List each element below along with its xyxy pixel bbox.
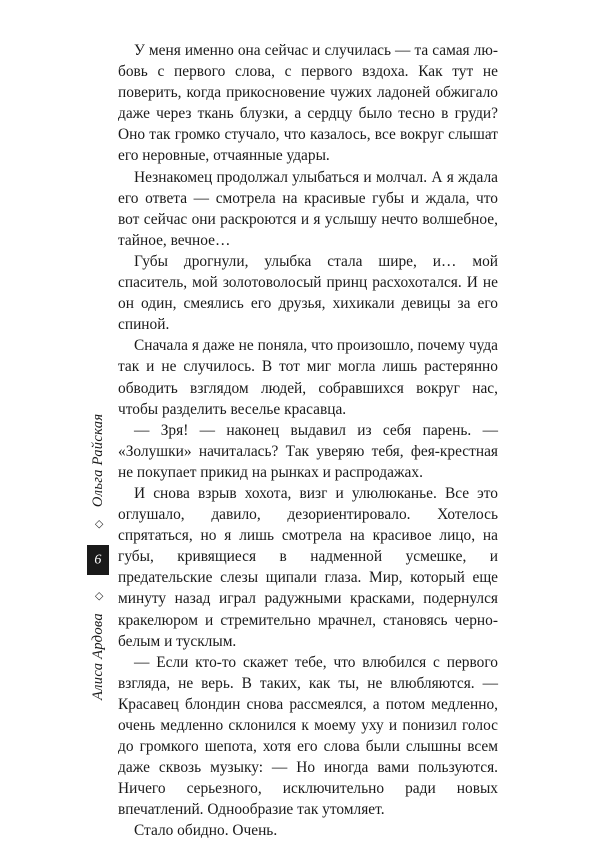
page-number: 6 [94, 552, 102, 568]
paragraph: Незнакомец продолжал улыбаться и молчал. А я ждала его ответа — смотрела на красивые губы и ждала, что вот сейчас они раскроются и я услышу нечто волшебное, тайное, вечное… [118, 168, 498, 249]
author-first: Алиса Ардова [89, 613, 106, 700]
author-second: Ольга Райская [89, 413, 106, 508]
paragraph: — Зря! — наконец выдавил из себя парень. — «Золушки» начиталась? Так уверяю тебя, фея-крестная не покупает прикид на рынках и распродажах. [118, 421, 498, 481]
paragraph: И снова взрыв хохота, визг и улюлюканье. Все это оглушало, давило, дезориентировало. Хотелось спрятаться, но я лишь смотрела на красивое лицо, на губы, кривящиеся в надменной усмешке, и предательские слезы щипали глаза. Мир, который еще минуту назад играл радужными красками, подернулся кракелюром и стремительно мрачнел, становясь черно-белым и тусклым. [118, 484, 498, 650]
ornament-right-icon: ◇ [92, 519, 105, 529]
paragraph: Губы дрогнули, улыбка стала шире, и… мой спаситель, мой золотоволосый принц расхохотался. И не он один, смеялись его друзья, хихикали девицы за его спиной. [118, 252, 498, 334]
running-head [58, 140, 106, 700]
running-head-rotated [78, 140, 118, 700]
paragraph: Сначала я даже не поняла, что произошло, почему чуда так и не случилось. В тот миг могла лишь растерянно обводить взглядом людей, собравшихся вокруг нас, чтобы разделить веселье красавца. [118, 337, 498, 418]
body-text [118, 40, 498, 842]
paragraph: Стало обидно. Очень. [134, 822, 278, 840]
ornament-left-icon: ◇ [92, 591, 105, 601]
page-number-box [87, 545, 109, 575]
paragraph: — Если кто-то скажет тебе, что влюбился с первого взгляда, не верь. В таких, как ты, не влюбляются. — Красавец блондин снова рассмеялся, а потом медленно, очень медленно склонился к моему уху и понизил голос до громкого шепота, хотя его слова были слышны всем даже сквозь музыку: — Но иногда вами пользуются. Ничего серьезного, исключительно ради новых впечатлений. Однообразие так утомляет. [118, 653, 498, 819]
paragraph: У меня именно она сейчас и случилась — та самая любовь с первого слова, с первого вздоха. Как тут не поверить, когда прикосновение чужих ладоней обжигало даже через ткань блузки, а сердцу было тесно в груди? Оно так громко стучало, что казалось, все вокруг слышат его неровные, отчаянные удары. [118, 42, 498, 165]
